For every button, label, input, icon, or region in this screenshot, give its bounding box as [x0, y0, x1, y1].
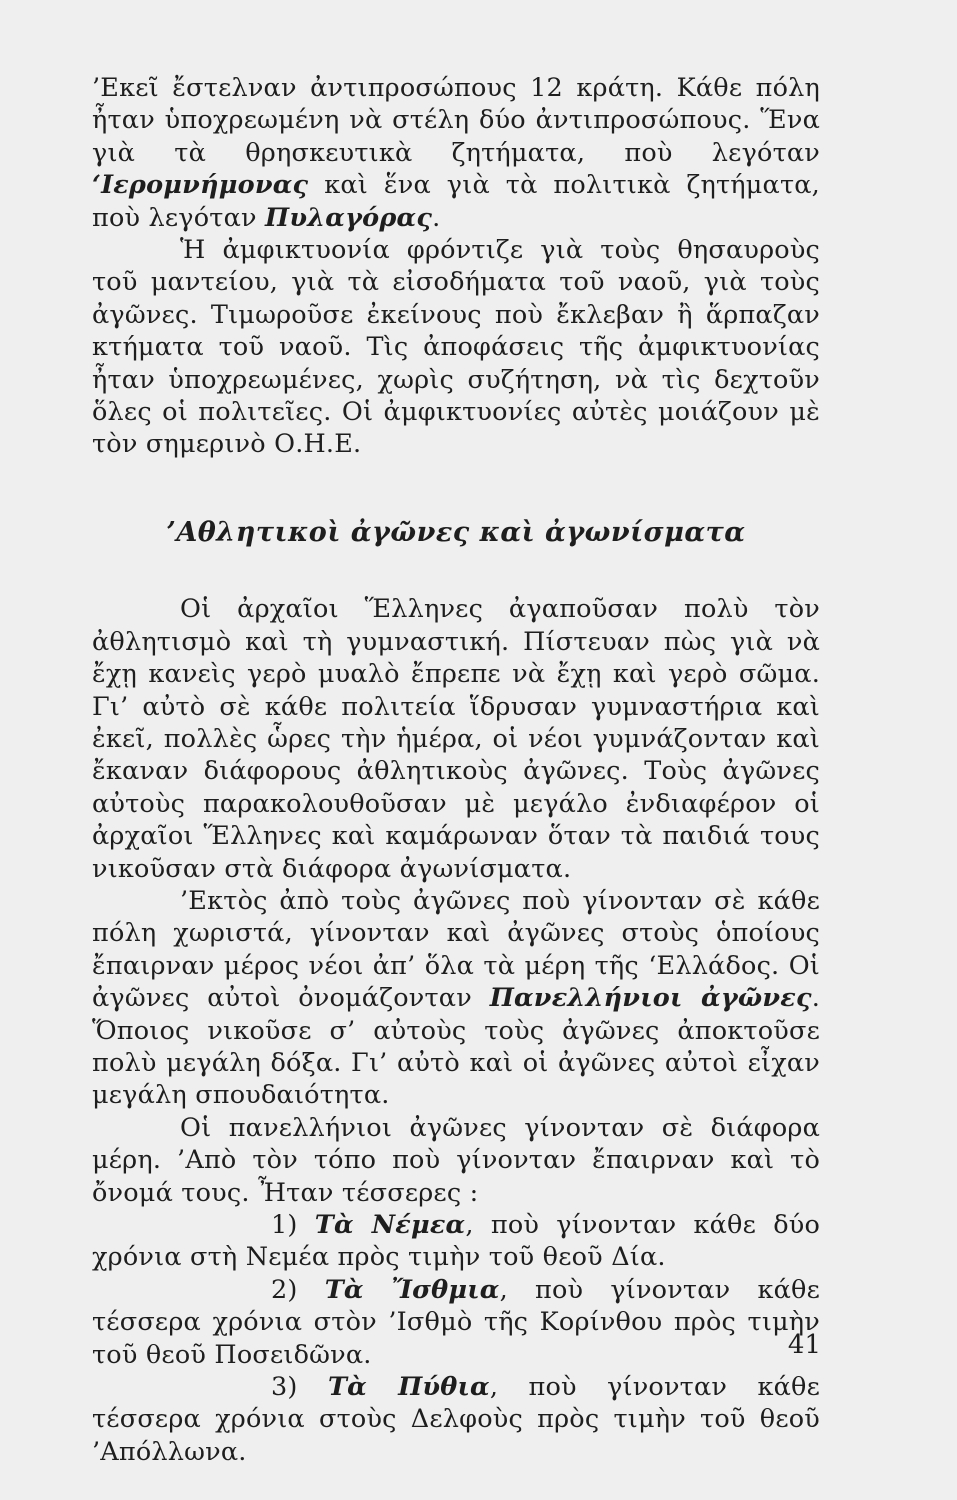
list-number: 3) [271, 1372, 298, 1403]
term-pylagoras: Πυλαγόρας [265, 202, 433, 233]
paragraph-ancient-athletics: Οἱ ἀρχαῖοι Ἕλληνες ἀγαποῦσαν πολὺ τὸν ἀθλητισμὸ καὶ τὴ γυμναστική. Πίστευαν πὼς γιὰ νὰ ἔχῃ κανεὶς γερὸ μυαλὸ ἔπρεπε νὰ ἔχῃ καὶ γερὸ σῶμα. Γι’ αὐτὸ σὲ κάθε πολιτεία ἵδρυσαν γυμναστήρια καὶ ἐκεῖ, πολλὲς ὧρες τὴν ἡμέρα, οἱ νέοι γυμνάζονταν καὶ ἔκαναν διάφορους ἀθλητικοὺς ἀγῶνες. Τοὺς ἀγῶνες αὐτοὺς παρακολουθοῦσαν μὲ μεγάλο ἐνδιαφέρον οἱ ἀρχαῖοι Ἕλληνες καὶ καμάρωναν ὅταν τὰ παιδιά τους νικοῦσαν στὰ διάφορα ἀγωνίσματα. [92, 594, 820, 884]
list-item: 1) Τὰ Νέμεα, ποὺ γίνονταν κάθε δύο χρόνια στὴ Νεμέα πρὸς τιμὴν τοῦ θεοῦ Δία. [92, 1210, 821, 1273]
page-body [92, 72, 820, 1468]
list-game-name: Τὰ Πύθια [327, 1372, 490, 1403]
list-item: 3) Τὰ Πύθια, ποὺ γίνονταν κάθε τέσσερα χρόνια στοὺς Δελφοὺς πρὸς τιμὴν τοῦ θεοῦ ’Απόλλωνα. [92, 1372, 820, 1467]
paragraph-games-locations: Οἱ πανελλήνιοι ἀγῶνες γίνονταν σὲ διάφορα μέρη. ’Απὸ τὸν τόπο ποὺ γίνονταν ἔπαιρναν καὶ τὸ ὄνομά τους. Ἦταν τέσσερες : [92, 1112, 820, 1208]
list-number: 1) [271, 1210, 298, 1240]
list-item: 2) Τὰ Ἴσθμια, ποὺ γίνονταν κάθε τέσσερα χρόνια στὸν ’Ισθμὸ τῆς Κορίνθου πρὸς τιμὴν τοῦ θεοῦ Ποσειδῶνα. [92, 1274, 820, 1370]
section-heading: ’Αθλητικοὶ ἀγῶνες καὶ ἀγωνίσματα [166, 516, 746, 548]
paragraph-amphictyony-duties: Ἡ ἀμφικτυονία φρόντιζε γιὰ τοὺς θησαυροὺς τοῦ μαντείου, γιὰ τὰ εἰσοδήματα τοῦ ναοῦ, γιὰ τοὺς ἀγῶνες. Τιμωροῦσε ἐκείνους ποὺ ἔκλεβαν ἢ ἅρπαζαν κτήματα τοῦ ναοῦ. Τὶς ἀποφάσεις τῆς ἀμφικτυονίας ἦταν ὑποχρεωμένες, χωρὶς συζήτηση, νὰ τὶς δεχτοῦν ὅλες οἱ πολιτεῖες. Οἱ ἀμφικτυονίες αὐτὲς μοιάζουν μὲ τὸν σημερινὸ Ο.Η.Ε. [92, 235, 820, 460]
list-game-name: Τὰ Ἴσθμια [324, 1274, 500, 1305]
paragraph-panhellenic-games: ’Εκτὸς ἀπὸ τοὺς ἀγῶνες ποὺ γίνονταν σὲ κάθε πόλη χωριστά, γίνονταν καὶ ἀγῶνες στοὺς ὁποίους ἔπαιρναν μέρος νέοι ἀπ’ ὅλα τὰ μέρη τῆς ‘Ελλάδος. Οἱ ἀγῶνες αὐτοὶ ὀνομάζονταν Πανελλήνιοι ἀγῶνες. Ὅποιος νικοῦσε σ’ αὐτοὺς τοὺς ἀγῶνες ἀποκτοῦσε πολὺ μεγάλη δόξα. Γι’ αὐτὸ καὶ οἱ ἀγῶνες αὐτοὶ εἶχαν μεγάλη σπουδαιότητα. [92, 885, 821, 1111]
list-number: 2) [271, 1274, 298, 1305]
list-game-name: Τὰ Νέμεα [314, 1210, 466, 1240]
term-panhellenic-games: Πανελλήνιοι ἀγῶνες [489, 983, 812, 1014]
term-hieromnemones: ‘Ιερομνήμονας [92, 170, 309, 201]
paragraph-amphictyony-delegates: ’Εκεῖ ἔστελναν ἀντιπροσώπους 12 κράτη. Κάθε πόλη ἦταν ὑποχρεωμένη νὰ στέλη δύο ἀντιπροσώπους. Ἕνα γιὰ τὰ θρησκευτικὰ ζητήματα, ποὺ λεγόταν ‘Ιερομνήμονας καὶ ἕνα γιὰ τὰ πολιτικὰ ζητήματα, ποὺ λεγόταν Πυλαγόρας. [92, 73, 820, 233]
page-number: 41 [787, 1330, 821, 1360]
